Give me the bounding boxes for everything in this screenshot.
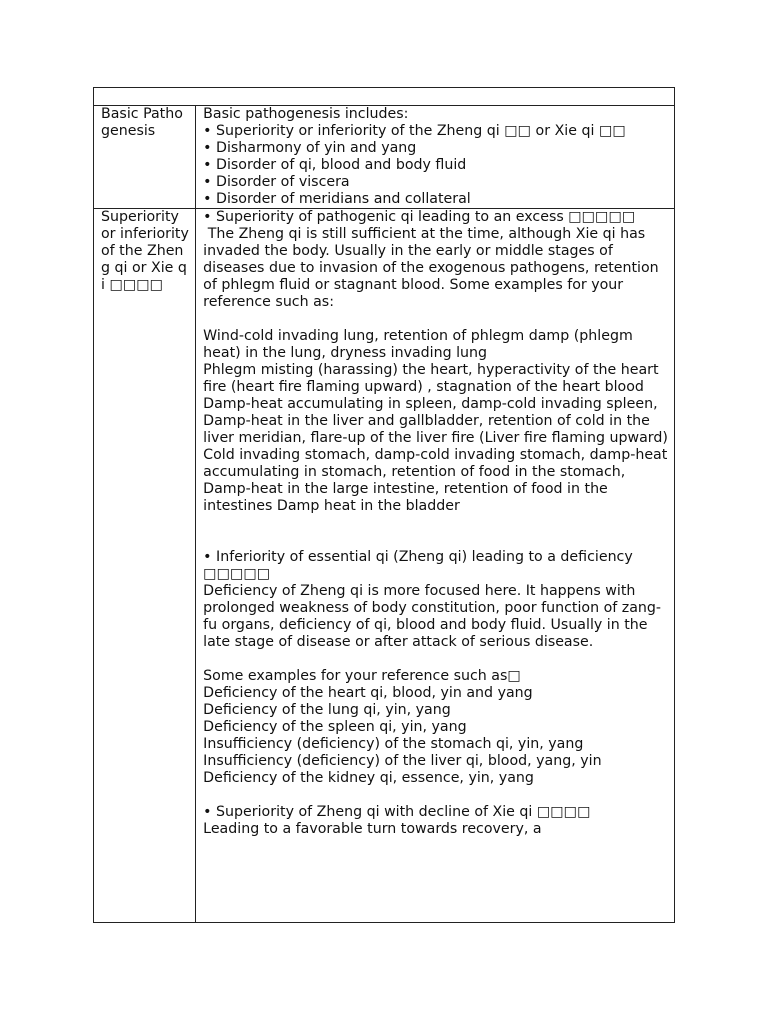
row-content-cell [196, 106, 675, 209]
content-line: Insufficiency (deficiency) of the liver qi, blood, yang, yin [203, 753, 602, 769]
content-line: • Disharmony of yin and yang [203, 140, 417, 156]
content-line: • Disorder of meridians and collateral [203, 191, 471, 207]
table-row [94, 106, 675, 209]
table-row [94, 209, 675, 923]
content-line: • Superiority or inferiority of the Zheng qi □□ or Xie qi □□ [203, 123, 626, 139]
content-line: Damp-heat in the large intestine, retention of food in the intestines Damp heat in the bladder [203, 481, 613, 514]
content-line: The Zheng qi is still sufficient at the time, although Xie qi has invaded the body. Usually in the early or middle stages of diseases due to invasion of the exogenous pathogens, retention of phlegm fluid or stagnant blood. Some examples for your reference such as: [203, 226, 664, 310]
row-label-cell [94, 106, 196, 209]
content-line: Cold invading stomach, damp-cold invading stomach, damp-heat accumulating in stomach, retention of food in the stomach, [203, 447, 672, 480]
content-line: Deficiency of the kidney qi, essence, yin, yang [203, 770, 534, 786]
content-line: • Superiority of pathogenic qi leading to an excess □□□□□ [203, 209, 636, 225]
content-line: • Inferiority of essential qi (Zheng qi) leading to a deficiency □□□□□ [203, 549, 638, 582]
content-line: • Superiority of Zheng qi with decline of Xie qi □□□□ [203, 804, 591, 820]
content-line: Phlegm misting (harassing) the heart, hyperactivity of the heart fire (heart fire flaming upward) , stagnation of the heart blood [203, 362, 664, 395]
content-line: • Disorder of viscera [203, 174, 350, 190]
content-line: Some examples for your reference such as□ [203, 668, 521, 684]
empty-header-cell [94, 88, 675, 106]
content-line: Deficiency of the heart qi, blood, yin and yang [203, 685, 533, 701]
content-line: Insufficiency (deficiency) of the stomach qi, yin, yang [203, 736, 584, 752]
content-line: Wind-cold invading lung, retention of phlegm damp (phlegm heat) in the lung, dryness invading lung [203, 328, 638, 361]
content-line: • Disorder of qi, blood and body fluid [203, 157, 467, 173]
row-content [196, 209, 674, 838]
content-line: Leading to a favorable turn towards recovery, a [203, 821, 542, 837]
content-line: Deficiency of Zheng qi is more focused here. It happens with prolonged weakness of body constitution, poor function of zang-fu organs, deficiency of qi, blood and body fluid. Usually in the late stage of disease or after attack of serious disease. [203, 583, 662, 650]
content-line [203, 532, 668, 549]
content-line: Deficiency of the spleen qi, yin, yang [203, 719, 467, 735]
row-content-cell [196, 209, 675, 923]
content-line [203, 515, 668, 532]
content-line [203, 787, 668, 804]
content-line: Deficiency of the lung qi, yin, yang [203, 702, 451, 718]
content-line: Damp-heat accumulating in spleen, damp-cold invading spleen, Damp-heat in the liver and gallbladder, retention of cold in the liver meridian, flare-up of the liver fire (Liver fire flaming upward) [203, 396, 668, 446]
content-line [203, 311, 668, 328]
row-label: Superiority or inferiority of the Zheng qi or Xie qi □□□□ [101, 209, 189, 293]
content-line [203, 651, 668, 668]
row-label: Basic Pathogenesis [101, 106, 183, 139]
content-line: Basic pathogenesis includes: [203, 106, 409, 122]
row-content [196, 106, 674, 208]
table-header-row [94, 88, 675, 106]
row-label-cell [94, 209, 196, 923]
pathogenesis-table [93, 87, 675, 923]
